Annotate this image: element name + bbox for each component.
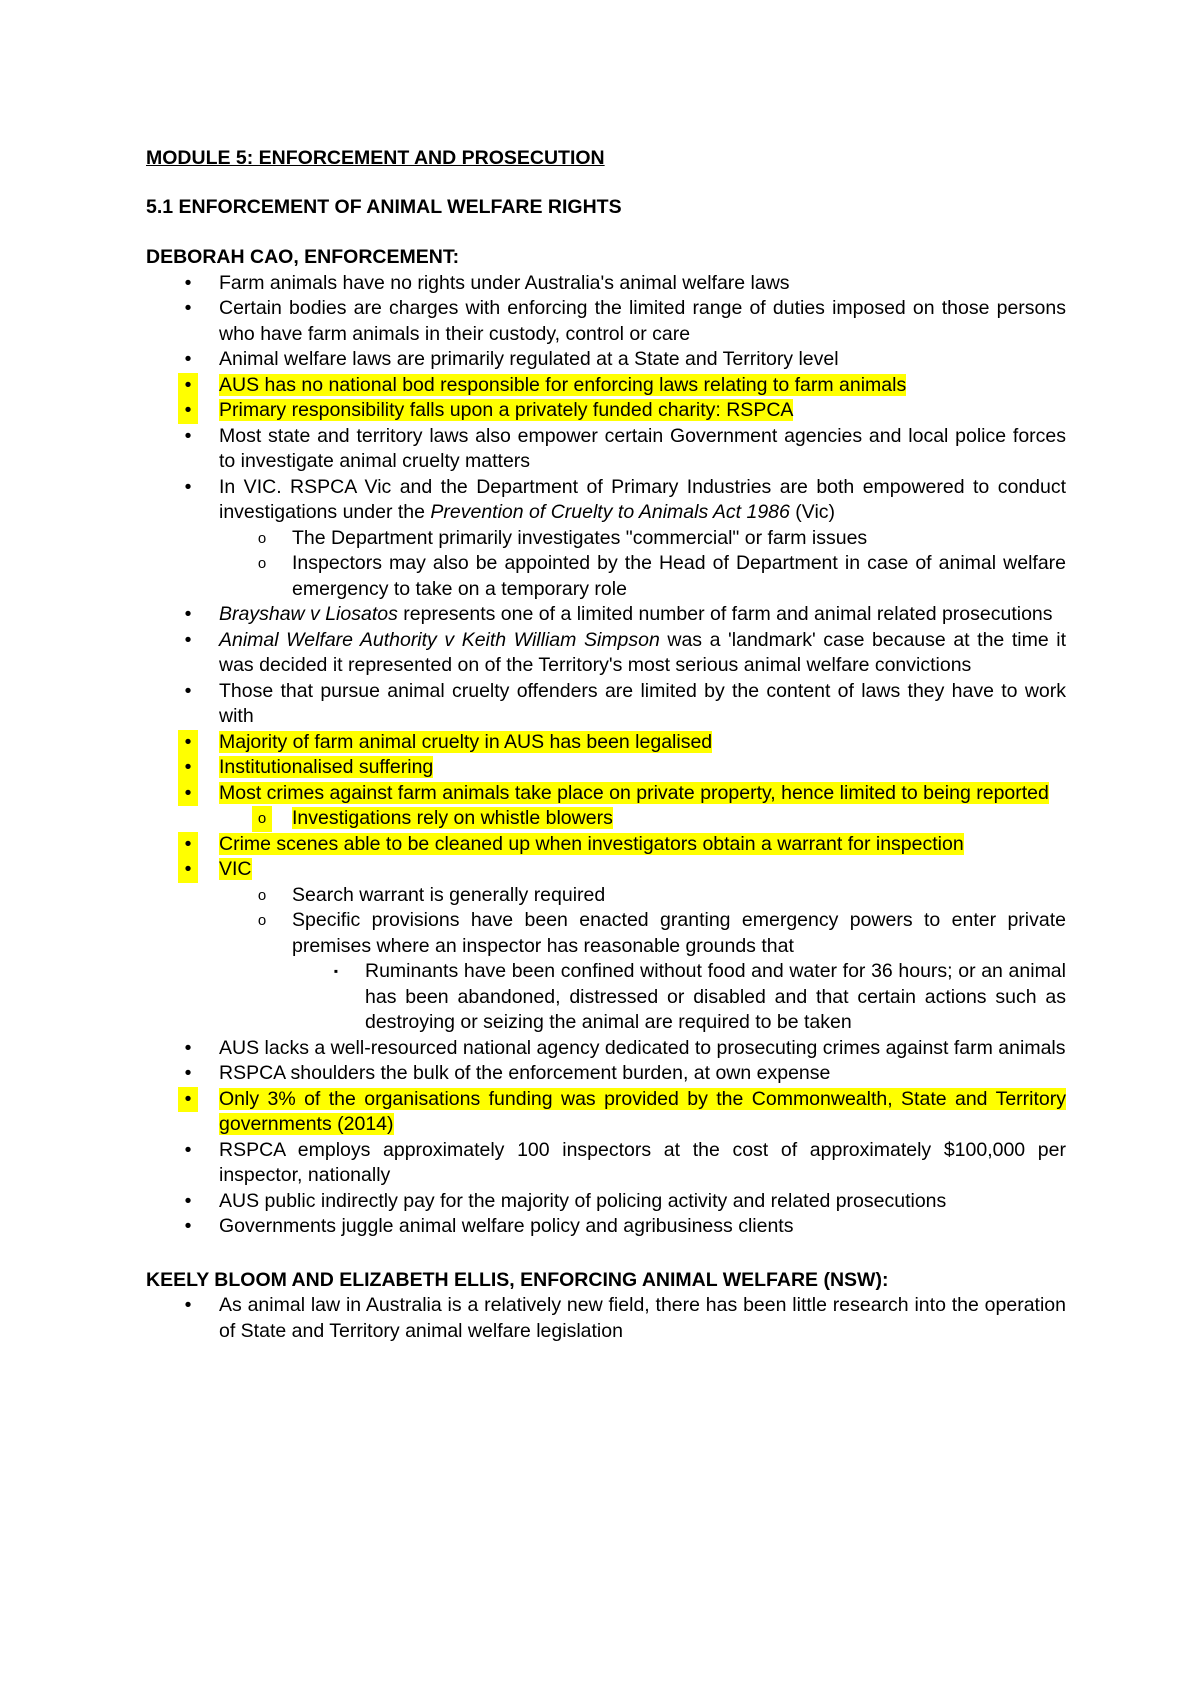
list-item-highlighted: • Only 3% of the organisations funding was provided by the Commonwealth, State and Territory governments (2014) (146, 1087, 1066, 1138)
bullet-icon: • (178, 781, 198, 807)
bullet-icon: • (184, 297, 192, 319)
sub-bullet-icon: o (257, 529, 267, 547)
bullet-icon: • (184, 1294, 192, 1316)
list-item-highlighted: • Majority of farm animal cruelty in AUS has been legalised (146, 730, 1066, 756)
list-item: • As animal law in Australia is a relatively new field, there has been little research into the operation of State and Territory animal welfare legislation (146, 1293, 1066, 1344)
bullet-icon: • (178, 373, 198, 399)
list-item: • Brayshaw v Liosatos represents one of a limited number of farm and animal related prosecutions (146, 602, 1066, 628)
list-item: • AUS lacks a well-resourced national agency dedicated to prosecuting crimes against farm animals (146, 1036, 1066, 1062)
sub-bullet-icon: o (252, 806, 272, 832)
sub-list-item: o Inspectors may also be appointed by the Head of Department in case of animal welfare emergency to take on a temporary role (146, 551, 1066, 602)
sub-list-item: o Specific provisions have been enacted granting emergency powers to enter private premises where an inspector has reasonable grounds that ▪ Ruminants have been confined without food and water for 36 hours; or an animal has been abandoned, distressed or disabled and that certain actions such as destroying or seizing the animal are required to be taken (146, 908, 1066, 1036)
list-item: • AUS public indirectly pay for the majority of policing activity and related prosecutions (146, 1189, 1066, 1215)
sub-list (146, 883, 1066, 1036)
bullet-icon: • (178, 398, 198, 424)
list-item-highlighted: • Crime scenes able to be cleaned up when investigators obtain a warrant for inspection (146, 832, 1066, 858)
bullet-icon: • (184, 475, 192, 498)
sub-list-item: o The Department primarily investigates "commercial" or farm issues (146, 526, 1066, 552)
bullet-icon: • (178, 1087, 198, 1113)
bullet-icon: • (184, 679, 192, 702)
sub-bullet-icon: o (257, 886, 267, 904)
list-item: • Animal Welfare Authority v Keith William Simpson was a 'landmark' case because at the time it was decided it represented on of the Territory's most serious animal welfare convictions (146, 628, 1066, 679)
bullet-icon: • (184, 1062, 192, 1084)
bullet-icon: • (184, 1138, 192, 1161)
list-item: • Certain bodies are charges with enforcing the limited range of duties imposed on those persons who have farm animals in their custody, control or care (146, 296, 1066, 347)
bullet-icon: • (184, 1036, 192, 1059)
list-item: • Governments juggle animal welfare policy and agribusiness clients (146, 1214, 1066, 1240)
sub-list (146, 526, 1066, 603)
sub-bullet-icon: o (257, 555, 267, 572)
bullet-icon: • (184, 348, 192, 370)
list-item: • RSPCA shoulders the bulk of the enforcement burden, at own expense (146, 1061, 1066, 1087)
section-heading: 5.1 ENFORCEMENT OF ANIMAL WELFARE RIGHTS (146, 195, 622, 218)
case-name: Animal Welfare Authority v Keith William Simpson (219, 628, 660, 651)
bullet-icon: • (184, 1215, 192, 1237)
list-item: • Farm animals have no rights under Australia's animal welfare laws (146, 271, 1066, 297)
bullet-icon: • (178, 832, 198, 858)
list-item: • Those that pursue animal cruelty offenders are limited by the content of laws they have to work with (146, 679, 1066, 730)
sub-list-item-highlighted: o Investigations rely on whistle blowers (146, 806, 1066, 832)
list-item-highlighted: • AUS has no national bod responsible for enforcing laws relating to farm animals (146, 373, 1066, 399)
list-item-highlighted: • Most crimes against farm animals take place on private property, hence limited to being reported o Investigations rely on whistle blowers (146, 781, 1066, 832)
cao-bullet-list (146, 271, 1066, 1240)
author-heading-bloom: KEELY BLOOM AND ELIZABETH ELLIS, ENFORCING ANIMAL WELFARE (NSW): (146, 1268, 889, 1291)
module-heading: MODULE 5: ENFORCEMENT AND PROSECUTION (146, 147, 605, 169)
bullet-icon: • (178, 730, 198, 756)
list-item: • RSPCA employs approximately 100 inspectors at the cost of approximately $100,000 per inspector, nationally (146, 1138, 1066, 1189)
bullet-icon: • (184, 424, 192, 447)
bullet-icon: • (178, 755, 198, 781)
act-title: Prevention of Cruelty to Animals Act 1986 (430, 501, 790, 523)
bloom-bullet-list (146, 1293, 1066, 1344)
square-bullet-icon: ▪ (333, 964, 339, 978)
bullet-icon: • (184, 1189, 192, 1212)
list-item-highlighted: • Institutionalised suffering (146, 755, 1066, 781)
list-item: • In VIC. RSPCA Vic and the Department of Primary Industries are both empowered to conduct investigations under the Prevention of Cruelty to Animals Act 1986 (Vic) o The Department primarily investigates "commercial" or farm issues o Inspectors may also be appointed by the Head of Department in case of animal welfare emergency to take on a temporary role (146, 475, 1066, 603)
bullet-icon: • (184, 603, 192, 625)
sub-list (146, 806, 1066, 832)
bullet-icon: • (178, 857, 198, 883)
list-item: • Animal welfare laws are primarily regulated at a State and Territory level (146, 347, 1066, 373)
list-item-highlighted: • VIC o Search warrant is generally required o Specific provisions have been enacted granting emergency powers to enter private premises where an inspector has reasonable grounds that ▪ Ruminants have been confined without food and water for 36 hours; or an animal has been abandoned, distressed or disabled and that certain actions such as destroying or seizing the animal are required to be taken (146, 857, 1066, 1036)
case-name: Brayshaw v Liosatos (219, 603, 398, 625)
bullet-icon: • (184, 271, 192, 294)
tertiary-list (146, 959, 1066, 1036)
list-item-highlighted: • Primary responsibility falls upon a privately funded charity: RSPCA (146, 398, 1066, 424)
list-item: • Most state and territory laws also empower certain Government agencies and local police forces to investigate animal cruelty matters (146, 424, 1066, 475)
tertiary-list-item: ▪ Ruminants have been confined without food and water for 36 hours; or an animal has been abandoned, distressed or disabled and that certain actions such as destroying or seizing the animal are required to be taken (146, 959, 1066, 1036)
author-heading-cao: DEBORAH CAO, ENFORCEMENT: (146, 246, 460, 268)
sub-list-item: o Search warrant is generally required (146, 883, 1066, 909)
sub-bullet-icon: o (257, 912, 267, 929)
bullet-icon: • (184, 628, 192, 651)
